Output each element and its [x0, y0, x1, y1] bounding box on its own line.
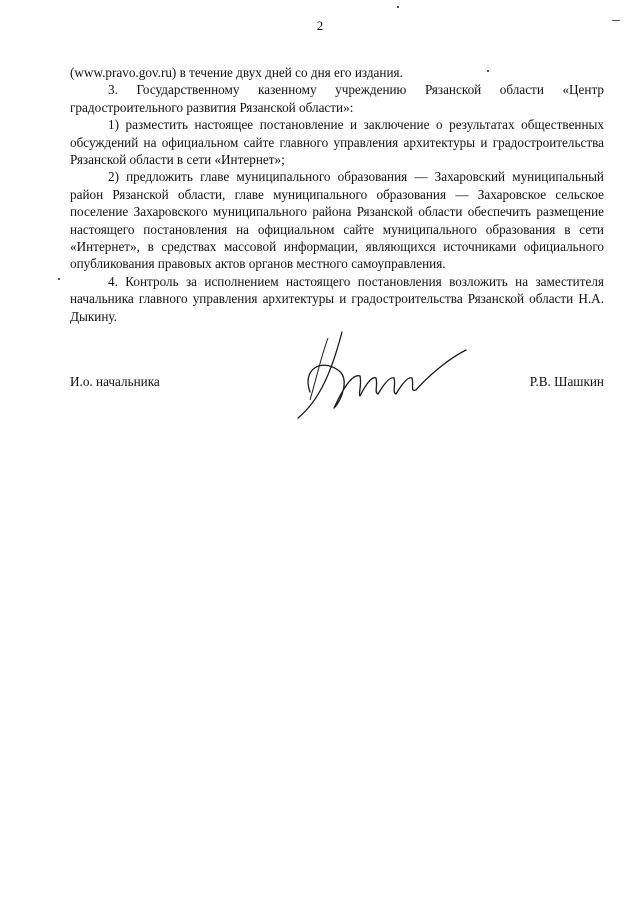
scan-speck	[612, 20, 620, 21]
paragraph-item-3: 3. Государственному казенному учреждению Рязанской области «Центр градостроительного развития Рязанской области»:	[70, 82, 604, 115]
paragraph-item-4: 4. Контроль за исполнением настоящего постановления возложить на заместителя начальника главного управления архитектуры и градостроительства Рязанской области Н.А. Дыкину.	[70, 273, 604, 324]
paragraph-continuation: (www.pravo.gov.ru) в течение двух дней со дня его издания.	[70, 65, 403, 80]
scan-speck	[487, 70, 489, 72]
signer-title: И.о. начальника	[70, 374, 160, 389]
paragraph-item-3-2: 2) предложить главе муниципального образования — Захаровский муниципальный район Рязанской области, главе муниципального образования — Захаровское сельское поселение Захаровского муниципального района Рязанской области обеспечить размещение настоящего постановления на официальном сайте муниципального образования в сети «Интернет», в средствах массовой информации, являющихся источниками официального опубликования правовых актов органов местного самоуправления.	[70, 169, 604, 272]
document-body	[70, 64, 604, 325]
scan-speck	[397, 6, 399, 8]
page-number: 2	[316, 18, 324, 33]
scan-speck	[58, 278, 60, 280]
signer-name: Р.В. Шашкин	[529, 374, 604, 389]
paragraph-item-3-1: 1) разместить настоящее постановление и заключение о результатах общественных обсуждений на официальном сайте главного управления архитектуры и градостроительства Рязанской области в сети «Интернет»;	[70, 117, 604, 168]
handwritten-signature	[280, 330, 470, 420]
